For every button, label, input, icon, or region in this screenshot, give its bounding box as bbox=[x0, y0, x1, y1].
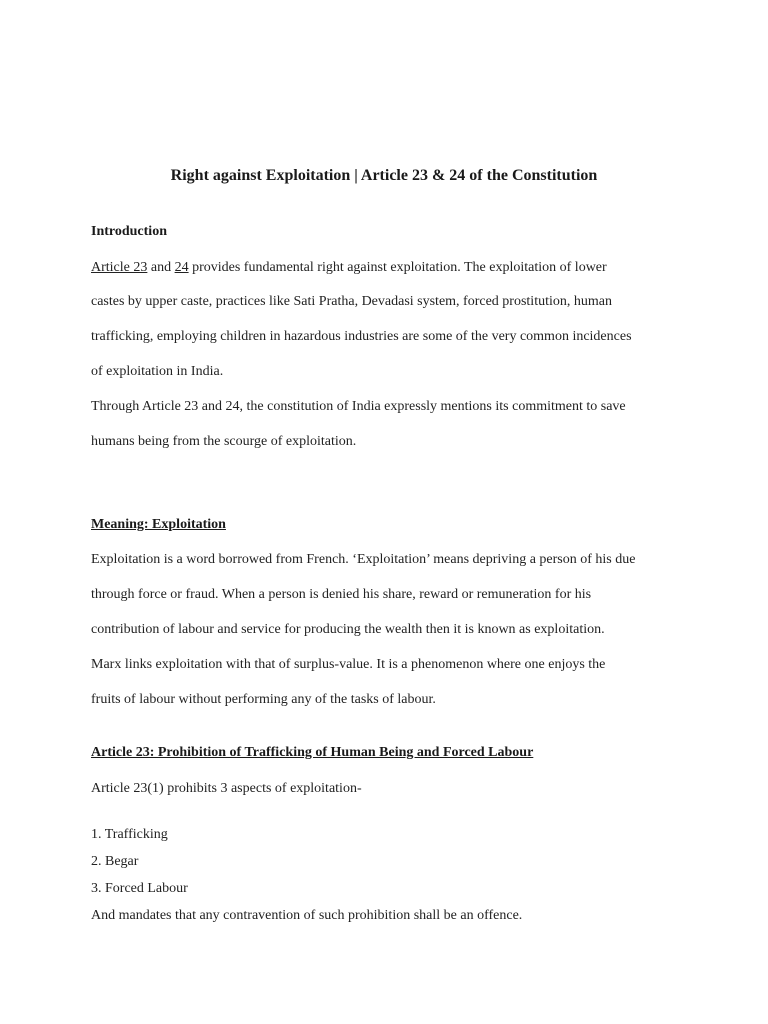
article23-heading: Article 23: Prohibition of Trafficking of Human Being and Forced Labour bbox=[91, 745, 534, 760]
intro-line-4: of exploitation in India. bbox=[91, 364, 224, 379]
meaning-line-3: contribution of labour and service for producing the wealth then it is known as exploitation. bbox=[91, 622, 605, 637]
document-title: Right against Exploitation | Article 23 & 24 of the Constitution bbox=[170, 167, 598, 184]
intro-line-1-rest: provides fundamental right against exploitation. The exploitation of lower bbox=[188, 260, 607, 275]
article23-intro: Article 23(1) prohibits 3 aspects of exploitation- bbox=[91, 781, 362, 796]
intro-line-6: humans being from the scourge of exploitation. bbox=[91, 434, 357, 449]
article-23-link[interactable]: Article 23 bbox=[91, 260, 148, 275]
intro-line-2: castes by upper caste, practices like Sati Pratha, Devadasi system, forced prostitution, human bbox=[91, 294, 612, 309]
introduction-heading: Introduction bbox=[91, 224, 167, 239]
article-24-link[interactable]: 24 bbox=[174, 260, 189, 275]
meaning-line-1: Exploitation is a word borrowed from French. ‘Exploitation’ means depriving a person of his due bbox=[91, 552, 636, 567]
intro-line-5: Through Article 23 and 24, the constitution of India expressly mentions its commitment to save bbox=[91, 399, 626, 414]
meaning-line-2: through force or fraud. When a person is denied his share, reward or remuneration for his bbox=[91, 587, 592, 602]
meaning-line-4: Marx links exploitation with that of surplus-value. It is a phenomenon where one enjoys the bbox=[91, 657, 606, 672]
and-text: and bbox=[147, 260, 175, 275]
list-item-begar: 2. Begar bbox=[91, 854, 139, 869]
meaning-line-5: fruits of labour without performing any of the tasks of labour. bbox=[91, 692, 436, 707]
intro-line-1 bbox=[91, 259, 607, 277]
article23-closing: And mandates that any contravention of such prohibition shall be an offence. bbox=[91, 908, 523, 923]
intro-line-3: trafficking, employing children in hazardous industries are some of the very common incidences bbox=[91, 329, 632, 344]
list-item-forced-labour: 3. Forced Labour bbox=[91, 881, 188, 896]
list-item-trafficking: 1. Trafficking bbox=[91, 827, 168, 842]
meaning-heading: Meaning: Exploitation bbox=[91, 517, 226, 532]
